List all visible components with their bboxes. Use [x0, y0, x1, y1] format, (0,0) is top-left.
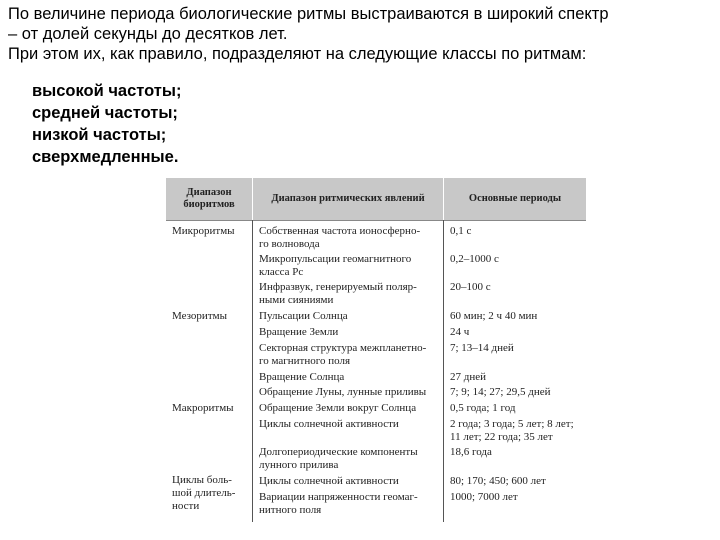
range-long-line-1: Циклы боль-: [172, 474, 232, 486]
class-low-frequency: низкой частоты;: [32, 126, 167, 144]
phenomenon-line: нитного поля: [259, 504, 322, 516]
intro-text: [8, 4, 720, 64]
phenomenon-line: Собственная частота ионосферно-: [259, 225, 421, 237]
period-line: 60 мин; 2 ч 40 мин: [450, 310, 538, 322]
range-long-line-2: шой длитель-: [172, 487, 236, 499]
phenomenon-line: Вращение Земли: [259, 326, 339, 338]
period-line: 27 дней: [450, 371, 487, 383]
header-range: [166, 178, 252, 220]
period-line: 0,2–1000 с: [450, 253, 499, 265]
range-micro: Микроритмы: [172, 225, 235, 237]
period-line: 0,5 года; 1 год: [450, 402, 516, 414]
range-meso: Мезоритмы: [172, 310, 227, 322]
period-line: 11 лет; 22 года; 35 лет: [450, 431, 553, 443]
header-range-line-2: биоритмов: [183, 199, 235, 210]
table-header: [166, 178, 586, 220]
class-medium-frequency: средней частоты;: [32, 104, 178, 122]
class-high-frequency: высокой частоты;: [32, 82, 182, 100]
intro-line-3: При этом их, как правило, подразделяют на следующие классы по ритмам:: [8, 45, 587, 63]
biorhythm-table: [166, 178, 586, 522]
phenomenon-line: Секторная структура межпланетно-: [259, 342, 427, 354]
period-line: 2 года; 3 года; 5 лет; 8 лет;: [450, 418, 574, 430]
rhythm-classes-list: [32, 80, 181, 168]
phenomenon-line: ными сияниями: [259, 294, 334, 306]
phenomenon-line: Обращение Земли вокруг Солнца: [259, 402, 417, 414]
intro-line-1: По величине периода биологические ритмы выстраиваются в широкий спектр: [8, 5, 609, 23]
phenomenon-line: класса Pc: [259, 266, 304, 278]
class-ultra-slow: сверхмедленные.: [32, 148, 179, 166]
header-range-line-1: Диапазон: [186, 187, 232, 198]
period-line: 18,6 года: [450, 446, 492, 458]
phenomenon-line: лунного прилива: [259, 459, 339, 471]
range-long-line-3: ности: [172, 500, 200, 512]
period-line: 1000; 7000 лет: [450, 491, 518, 503]
period-line: 24 ч: [450, 326, 470, 338]
period-line: 20–100 с: [450, 281, 491, 293]
period-line: 7; 13–14 дней: [450, 342, 514, 354]
phenomenon-line: го волновода: [259, 238, 320, 250]
phenomenon-line: Вариации напряженности геомаг-: [259, 491, 418, 503]
phenomenon-line: Пульсации Солнца: [259, 310, 348, 322]
phenomenon-line: го магнитного поля: [259, 355, 351, 367]
intro-line-2: – от долей секунды до десятков лет.: [8, 25, 288, 43]
period-line: 7; 9; 14; 27; 29,5 дней: [450, 386, 551, 398]
header-rule: [166, 220, 586, 221]
phenomenon-line: Циклы солнечной активности: [259, 475, 399, 487]
header-periods: Основные периоды: [468, 193, 562, 204]
phenomenon-line: Вращение Солнца: [259, 371, 345, 383]
phenomenon-line: Долгопериодические компоненты: [259, 446, 418, 458]
phenomenon-line: Микропульсации геомагнитного: [259, 253, 412, 265]
period-line: 80; 170; 450; 600 лет: [450, 475, 546, 487]
column-divider: [443, 220, 444, 522]
column-divider: [252, 220, 253, 522]
phenomenon-line: Обращение Луны, лунные приливы: [259, 386, 427, 398]
period-line: 0,1 с: [450, 225, 472, 237]
phenomenon-line: Инфразвук, генерируемый поляр-: [259, 281, 417, 293]
range-macro: Макроритмы: [172, 402, 234, 414]
header-phenomena: Диапазон ритмических явлений: [271, 193, 425, 204]
phenomenon-line: Циклы солнечной активности: [259, 418, 399, 430]
